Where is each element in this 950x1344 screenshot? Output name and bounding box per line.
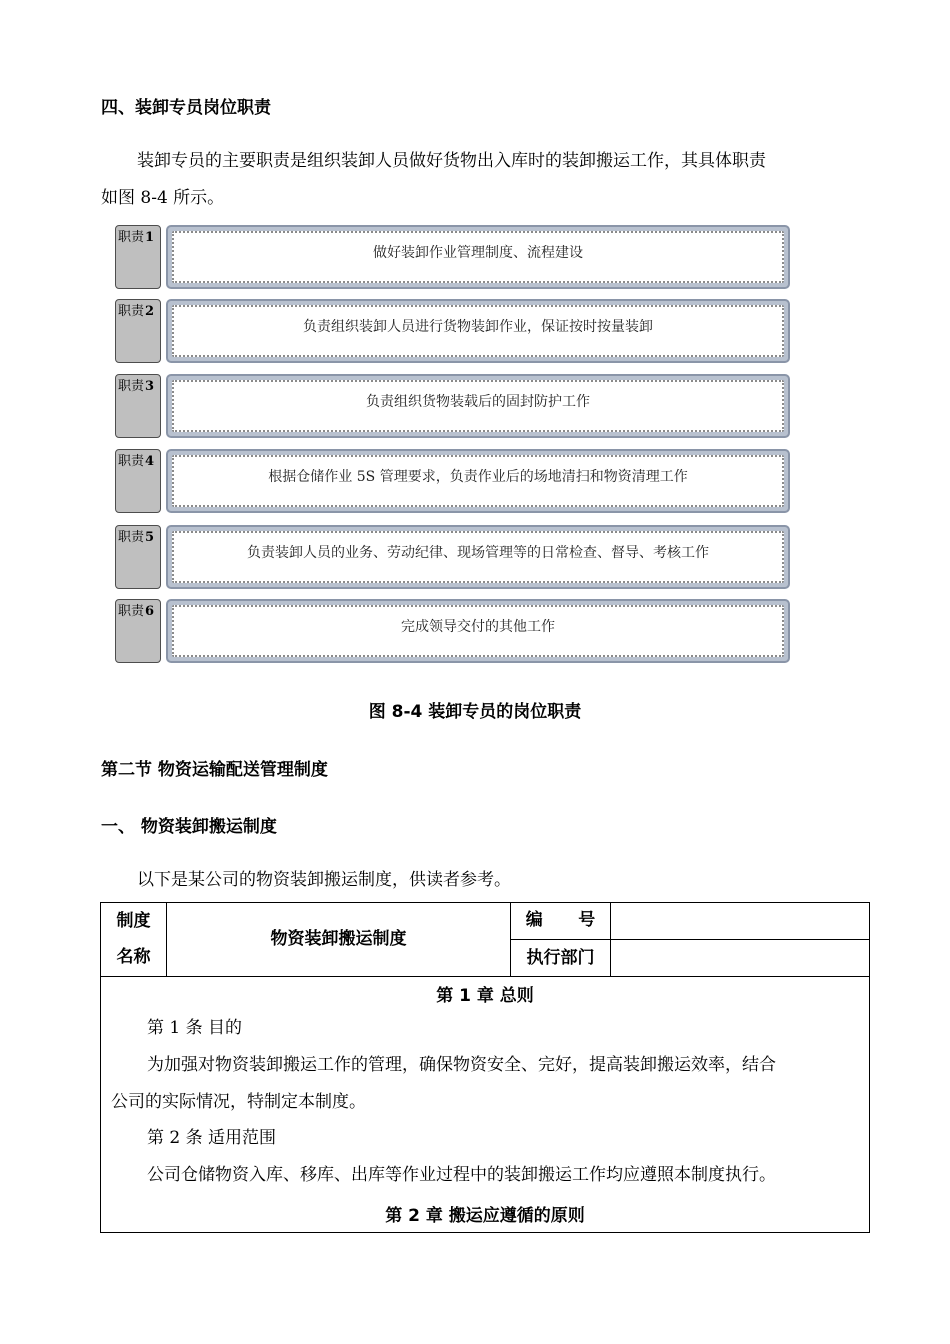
duty-tag: 职责6 <box>115 599 161 663</box>
duty-text: 负责组织货物装载后的固封防护工作 <box>172 380 784 432</box>
section-2-heading: 第二节 物资运输配送管理制度 <box>101 760 328 780</box>
intro-paragraph <box>101 143 861 217</box>
duty-box <box>166 374 790 438</box>
name-value-cell: 物资装卸搬运制度 <box>167 903 511 976</box>
duty-box <box>166 525 790 589</box>
name-label-cell: 制度 名称 <box>101 903 167 976</box>
duty-tag: 职责5 <box>115 525 161 589</box>
duty-text: 根据仓储作业 5S 管理要求，负责作业后的场地清扫和物资清理工作 <box>172 455 784 507</box>
code-value-cell <box>611 903 870 940</box>
duty-text: 完成领导交付的其他工作 <box>172 605 784 657</box>
figure-caption: 图 8-4 装卸专员的岗位职责 <box>368 702 582 722</box>
sub-heading: 一、 物资装卸搬运制度 <box>101 817 277 837</box>
duty-box <box>166 449 790 513</box>
duty-box <box>166 299 790 363</box>
article-2-title: 第 2 条 适用范围 <box>147 1128 277 1148</box>
article-2-text-1: 公司仓储物资入库、移库、出库等作业过程中的装卸搬运工作均应遵照本制度执行。 <box>147 1165 776 1185</box>
chapter-1-title: 第 1 章 总则 <box>436 986 534 1006</box>
duty-text: 做好装卸作业管理制度、流程建设 <box>172 231 784 283</box>
duty-tag: 职责2 <box>115 299 161 363</box>
duty-item <box>115 449 790 514</box>
article-1-text-2: 公司的实际情况，特制定本制度。 <box>111 1092 366 1112</box>
intro-line-2: 如图 8-4 所示。 <box>101 188 225 208</box>
table-body <box>101 977 869 1232</box>
duty-item <box>115 374 790 439</box>
duty-item <box>115 525 790 590</box>
duty-tag: 职责3 <box>115 374 161 438</box>
duty-text: 负责装卸人员的业务、劳动纪律、现场管理等的日常检查、督导、考核工作 <box>172 531 784 583</box>
duty-tag: 职责4 <box>115 449 161 513</box>
code-label-cell: 编 号 <box>511 903 611 940</box>
section-2-intro: 以下是某公司的物资装卸搬运制度，供读者参考。 <box>137 870 511 890</box>
duty-box <box>166 225 790 289</box>
duty-box <box>166 599 790 663</box>
dept-value-cell <box>611 940 870 976</box>
dept-label-cell: 执行部门 <box>511 940 611 976</box>
duty-item <box>115 599 790 664</box>
duty-item <box>115 299 790 364</box>
duty-tag: 职责1 <box>115 225 161 289</box>
duty-text: 负责组织装卸人员进行货物装卸作业，保证按时按量装卸 <box>172 305 784 357</box>
table-header <box>101 903 869 977</box>
intro-line-1: 装卸专员的主要职责是组织装卸人员做好货物出入库时的装卸搬运工作，其具体职责 <box>137 151 766 171</box>
section-heading: 四、装卸专员岗位职责 <box>101 98 271 118</box>
duty-item <box>115 225 790 290</box>
regulation-table <box>100 902 870 1233</box>
chapter-2-title: 第 2 章 搬运应遵循的原则 <box>385 1206 585 1226</box>
article-1-title: 第 1 条 目的 <box>147 1018 243 1038</box>
article-1-text-1: 为加强对物资装卸搬运工作的管理，确保物资安全、完好，提高装卸搬运效率，结合 <box>147 1055 776 1075</box>
